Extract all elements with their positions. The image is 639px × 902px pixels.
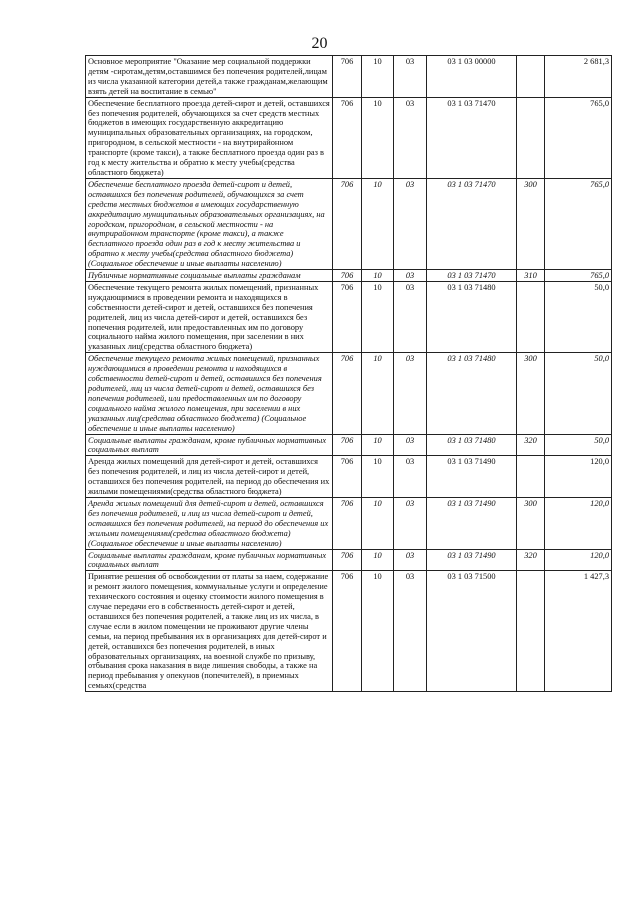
amount-cell: 765,0 (545, 178, 612, 269)
section-code-cell: 10 (362, 270, 394, 282)
row-name-cell: Принятие решения об освобождении от платы за наем, содержание и ремонт жилого помещения, коммунальные услуги и определение технического состояния и оценку стоимости жилого помещения в случае передачи его в собственность детей-сирот и детей, оставшихся без попечения родителей, а также лиц из их числа, в случае если в жилом помещении не проживают другие члены семьи, на период пребывания их в организациях для детей-сирот и детей, оставшихся без попечения родителей, в иных образовательных организациях, на военной службе по призыву, отбывания срока наказания в виде лишения свободы, а также на период пребывания у опекунов (попечителей), в приемных семьях(средства (86, 571, 333, 692)
row-name-cell: Обеспечение бесплатного проезда детей-сирот и детей, оставшихся без попечения родителей, обучающихся за счет средств местных бюджетов в имеющих государственную аккредитацию муниципальных образовательных организациях, на городском, пригородном, в сельской местности - на внутрирайонном транспорте (кроме такси), а также бесплатного проезда один раз в год к месту жительства и обратно к месту учебы(средства областного бюджета) (86, 97, 333, 178)
ved-code-cell: 706 (333, 456, 362, 498)
expense-type-cell: 300 (517, 178, 545, 269)
section-code-cell: 10 (362, 549, 394, 571)
expense-type-cell: 310 (517, 270, 545, 282)
ved-code-cell: 706 (333, 353, 362, 434)
subsection-code-cell: 03 (394, 281, 427, 352)
table-row (86, 497, 612, 549)
section-code-cell: 10 (362, 178, 394, 269)
row-name-cell: Обеспечение текущего ремонта жилых помещений, признанных нуждающимися в проведении ремонта и находящихся в собственности детей-сирот и детей, оставшихся без попечения родителей, лиц из числа детей-сирот и детей, оставшихся без попечения родителей, или предоставленных им по договору социального найма жилого помещения, при заселении в них указанных лиц(средства областного бюджета) (86, 281, 333, 352)
target-article-cell: 03 1 03 00000 (427, 56, 517, 98)
amount-cell: 50,0 (545, 353, 612, 434)
expense-type-cell (517, 456, 545, 498)
target-article-cell: 03 1 03 71500 (427, 571, 517, 692)
subsection-code-cell: 03 (394, 456, 427, 498)
ved-code-cell: 706 (333, 56, 362, 98)
table-row (86, 456, 612, 498)
target-article-cell: 03 1 03 71490 (427, 456, 517, 498)
expense-type-cell: 320 (517, 434, 545, 456)
expense-type-cell: 320 (517, 549, 545, 571)
amount-cell: 1 427,3 (545, 571, 612, 692)
row-name-cell: Социальные выплаты гражданам, кроме публичных нормативных социальных выплат (86, 434, 333, 456)
expense-type-cell (517, 571, 545, 692)
amount-cell: 2 681,3 (545, 56, 612, 98)
target-article-cell: 03 1 03 71470 (427, 178, 517, 269)
budget-table (85, 55, 612, 692)
subsection-code-cell: 03 (394, 178, 427, 269)
target-article-cell: 03 1 03 71470 (427, 97, 517, 178)
expense-type-cell: 300 (517, 353, 545, 434)
amount-cell: 120,0 (545, 456, 612, 498)
table-row (86, 270, 612, 282)
expense-type-cell (517, 56, 545, 98)
table-row (86, 434, 612, 456)
target-article-cell: 03 1 03 71480 (427, 281, 517, 352)
subsection-code-cell: 03 (394, 434, 427, 456)
expense-type-cell (517, 97, 545, 178)
table-row (86, 178, 612, 269)
amount-cell: 765,0 (545, 270, 612, 282)
section-code-cell: 10 (362, 571, 394, 692)
table-row (86, 549, 612, 571)
row-name-cell: Социальные выплаты гражданам, кроме публичных нормативных социальных выплат (86, 549, 333, 571)
subsection-code-cell: 03 (394, 497, 427, 549)
row-name-cell: Обеспечение текущего ремонта жилых помещений, признанных нуждающимися в проведении ремонта и находящихся в собственности детей-сирот и детей, оставшихся без попечения родителей, лиц из числа детей-сирот и детей, оставшихся без попечения родителей, или предоставленных им по договору социального найма жилого помещения, при заселении в них указанных лиц(средства областного бюджета) (Социальное обеспечение и иные выплаты населению) (86, 353, 333, 434)
amount-cell: 120,0 (545, 549, 612, 571)
table-row (86, 353, 612, 434)
expense-type-cell: 300 (517, 497, 545, 549)
ved-code-cell: 706 (333, 434, 362, 456)
section-code-cell: 10 (362, 281, 394, 352)
table-row (86, 281, 612, 352)
ved-code-cell: 706 (333, 497, 362, 549)
subsection-code-cell: 03 (394, 56, 427, 98)
subsection-code-cell: 03 (394, 353, 427, 434)
subsection-code-cell: 03 (394, 97, 427, 178)
section-code-cell: 10 (362, 56, 394, 98)
table-row (86, 571, 612, 692)
ved-code-cell: 706 (333, 549, 362, 571)
ved-code-cell: 706 (333, 281, 362, 352)
ved-code-cell: 706 (333, 270, 362, 282)
section-code-cell: 10 (362, 434, 394, 456)
ved-code-cell: 706 (333, 178, 362, 269)
target-article-cell: 03 1 03 71470 (427, 270, 517, 282)
ved-code-cell: 706 (333, 571, 362, 692)
amount-cell: 765,0 (545, 97, 612, 178)
subsection-code-cell: 03 (394, 270, 427, 282)
table-row (86, 56, 612, 98)
section-code-cell: 10 (362, 353, 394, 434)
row-name-cell: Аренда жилых помещений для детей-сирот и детей, оставшихся без попечения родителей, и лиц из числа детей-сирот и детей, оставшихся без попечения родителей, на период до обеспечения их жилыми помещениями(средства областного бюджета) (86, 456, 333, 498)
target-article-cell: 03 1 03 71480 (427, 353, 517, 434)
amount-cell: 120,0 (545, 497, 612, 549)
target-article-cell: 03 1 03 71490 (427, 497, 517, 549)
amount-cell: 50,0 (545, 434, 612, 456)
table-row (86, 97, 612, 178)
section-code-cell: 10 (362, 497, 394, 549)
row-name-cell: Основное мероприятие "Оказание мер социальной поддержки детям -сиротам,детям,оставшимся без попечения родителей,лицам из числа указанной категории детей,а также гражданам,желающим взять детей на воспитание в семью" (86, 56, 333, 98)
target-article-cell: 03 1 03 71490 (427, 549, 517, 571)
row-name-cell: Обеспечение бесплатного проезда детей-сирот и детей, оставшихся без попечения родителей, обучающихся за счет средств местных бюджетов в имеющих государственную аккредитацию муниципальных образовательных организациях, на городском, пригородном, в сельской местности - на внутрирайонном транспорте (кроме такси), а также бесплатного проезда один раз в год к месту жительства и обратно к месту учебы(средства областного бюджета) (Социальное обеспечение и иные выплаты населению) (86, 178, 333, 269)
subsection-code-cell: 03 (394, 549, 427, 571)
page-number: 20 (311, 35, 328, 52)
section-code-cell: 10 (362, 456, 394, 498)
subsection-code-cell: 03 (394, 571, 427, 692)
ved-code-cell: 706 (333, 97, 362, 178)
expense-type-cell (517, 281, 545, 352)
amount-cell: 50,0 (545, 281, 612, 352)
row-name-cell: Публичные нормативные социальные выплаты гражданам (86, 270, 333, 282)
target-article-cell: 03 1 03 71480 (427, 434, 517, 456)
section-code-cell: 10 (362, 97, 394, 178)
row-name-cell: Аренда жилых помещений для детей-сирот и детей, оставшихся без попечения родителей, и лиц из числа детей-сирот и детей, оставшихся без попечения родителей, на период до обеспечения их жилыми помещениями(средства областного бюджета) (Социальное обеспечение и иные выплаты населению) (86, 497, 333, 549)
